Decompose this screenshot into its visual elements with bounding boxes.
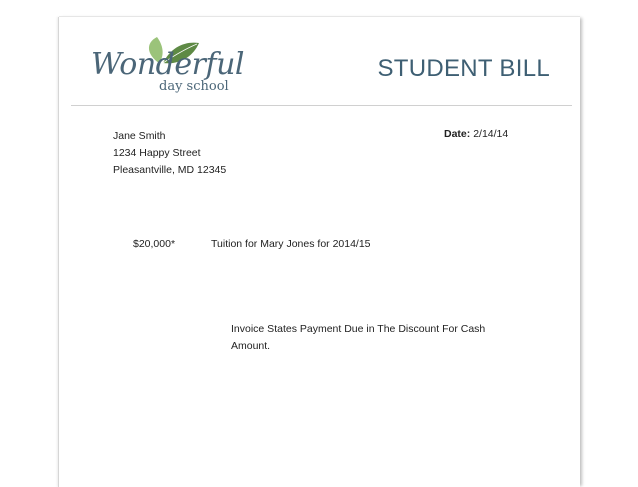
- page-title: STUDENT BILL: [377, 55, 550, 82]
- date-value: 2/14/14: [473, 128, 509, 140]
- logo-subtitle: day school: [159, 79, 229, 94]
- school-logo: [89, 29, 259, 99]
- header-divider: [71, 105, 572, 106]
- payment-note: Invoice States Payment Due in The Discount For Cash Amount.: [231, 323, 486, 352]
- recipient-street: 1234 Happy Street: [113, 147, 201, 159]
- recipient-city: Pleasantville, MD 12345: [113, 164, 227, 176]
- bill-page: [58, 17, 580, 487]
- line-item-amount: $20,000*: [133, 238, 176, 250]
- logo-wordmark: Wonderful: [91, 47, 244, 82]
- recipient-address: [113, 128, 226, 179]
- bill-date: [444, 128, 508, 140]
- line-item-description: Tuition for Mary Jones for 2014/15: [211, 238, 371, 250]
- date-label: Date:: [444, 128, 471, 140]
- recipient-name: Jane Smith: [113, 130, 166, 142]
